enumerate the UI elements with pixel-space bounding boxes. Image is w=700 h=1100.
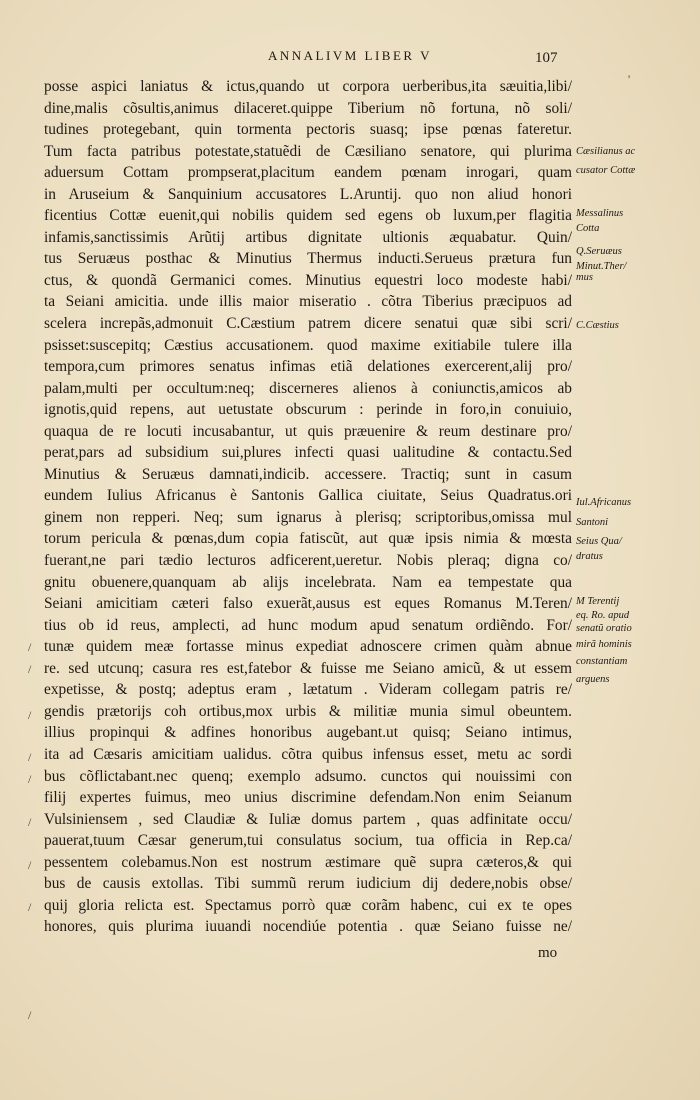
text-line: ita ad Cæsaris amicitiam ualidus. cõtra quibus infensus esset, metu ac sordi — [44, 745, 572, 763]
text-line: in Aruseium & Sanquinium accusatores L.Aruntij. quo non aliud honori — [44, 185, 572, 203]
margin-caesilianus: Cæsilianus ac cusator Cottæ — [576, 146, 636, 176]
text-line: pessentem colebamus.Non est nostrum æstimare quẽ supra cæteros,& qui — [44, 853, 572, 871]
text-line: aduersum Cottam prompserat,placitum eandem pœnam inrogari, quam — [44, 164, 572, 182]
margin-terentius: M Terentij eq. Ro. apud senatũ oratio mirã hominis constantiam arguens — [576, 596, 632, 685]
margin-ink-mark: / — [28, 750, 32, 764]
margin-seruaeus: Q.Seruæus Minut.Ther/ mus — [576, 246, 627, 283]
margin-caestius: C.Cæstius — [576, 320, 619, 331]
text-line: tudines protegebant, quin tormenta pectoris suasq; ipse pœnas fateretur. — [44, 121, 572, 139]
margin-ink-mark: / — [28, 708, 32, 722]
text-line: honores, quis plurima iuuandi nocendiúe potentia . quæ Seiano fuisse ne/ — [44, 918, 572, 936]
text-line: ginem non repperi. Neq; sum ignarus à plerisq; scriptoribus,omissa mul — [44, 508, 572, 526]
running-head: ANNALIVM LIBER V — [268, 48, 432, 63]
text-line: fuerant,ne pari tædio lecturos adficerent,ueretur. Nobis pleraq; digna co/ — [44, 552, 572, 570]
text-line: Vulsiniensem , sed Claudiæ & Iuliæ domus partem , quas adfinitate occu/ — [44, 810, 572, 828]
margin-ink-mark: / — [28, 772, 32, 786]
margin-ink-mark: / — [28, 900, 32, 914]
text-line: psisset:suscepitq; Cæstius accusationem. quod maxime exitiabile tulere illa — [44, 336, 572, 354]
text-line: illius propinqui & adfines honoribus augebant.ut quisq; Seiano intimus, — [44, 724, 572, 742]
margin-messalinus: Messalinus Cotta — [576, 208, 624, 234]
text-line: bus cõflictabant.nec quenq; exemplo adsumo. cunctos qui nouissimi con — [44, 767, 572, 785]
text-line: quaqua de re locuti incusabantur, ut quis præuenire & reum destinare pro/ — [44, 422, 572, 440]
text-line: ignotis,quid repens, aut uetustate obscurum : perinde in foro,in conuiuio, — [44, 401, 572, 419]
text-line: Minutius & Seruæus damnati,indicib. accessere. Tractiq; sunt in casum — [44, 465, 572, 483]
margin-ink-mark: / — [28, 662, 32, 676]
margin-ink-mark: / — [28, 1008, 32, 1022]
margin-ink-mark: / — [28, 858, 32, 872]
text-line: scelera increpãs,admonuit C.Cæstium patrem dicere senatui quæ sibi scri/ — [44, 315, 572, 333]
catchword: mo — [538, 945, 558, 961]
text-line: ficentius Cottæ euenit,qui nobilis quidem sed egens ob luxum,per flagitia — [44, 207, 572, 225]
text-line: ctus, & quondã Germanici comes. Minutius equestri loco modeste habi/ — [44, 271, 572, 289]
text-line: Tum facta patribus potestate,statuẽdi de Cæsiliano senatore, qui plurima — [44, 142, 572, 160]
text-line: bus de causis extollas. Tibi summũ rerum iudicium dij dedere,nobis obse/ — [44, 875, 572, 893]
text-line: ta Seiani amicitia. unde illis maior miseratio . cõtra Tiberius præcipuos ad — [44, 293, 572, 311]
main-text-block — [44, 76, 572, 938]
text-line: tempora,cum primores senatus infimas etiã delationes exercerent,alij pro/ — [44, 358, 572, 376]
text-line: perat,pars ad subsidium sui,plures infecti quasi ualitudine & contactu.Sed — [44, 444, 572, 462]
text-line: tunæ quidem meæ fortasse minus expediat adnoscere crimen quàm abnue — [44, 638, 572, 656]
text-line: gnitu obuenere,quanquam ab alijs incelebrata. Nam ea tempestate qua — [44, 573, 572, 591]
margin-ink-mark: / — [28, 640, 32, 654]
text-line: tius ob id reus, amplecti, ad hunc modum apud senatum ordiẽndo. For/ — [44, 616, 572, 634]
text-line: pauerat,tuum Cæsar generum,tui consulatus socium, tua officia in Rep.ca/ — [44, 832, 572, 850]
text-line: gendis prætorijs coh ortibus,mox urbis & militiæ munia simul obeuntem. — [44, 702, 572, 720]
text-line: posse aspici laniatus & ictus,quando ut corpora uerberibus,ita sæuitia,libi/ — [44, 78, 572, 95]
text-line: palam,multi per occultum:neq; discerneres alienos à coniunctis,amicos ab — [44, 379, 572, 397]
page-number: 107 — [535, 50, 558, 66]
text-line: eundem Iulius Africanus è Santonis Gallica ciuitate, Seius Quadratus.ori — [44, 487, 572, 505]
text-line: filij expertes fuimus, meo unius discrimine defendam.Non enim Seianum — [44, 789, 572, 807]
text-line: torum pericula & pœnas,dum copia fatiscũt, aut quæ ipsis nimia & mœsta — [44, 530, 572, 548]
text-line: expetisse, & postq; adeptus eram , lætatum . Videram collegam patris re/ — [44, 681, 572, 699]
margin-africanus: Iul.Africanus Santoni Seius Qua/ dratus — [576, 497, 632, 562]
text-line: quij gloria relicta est. Spectamus porrò quæ corãm habenc, cui ex te opes — [44, 896, 572, 914]
text-line: re. sed utcunq; casura res est,fatebor & fuisse me Seiano amicũ, & ut essem — [44, 659, 572, 677]
margin-ink-mark: / — [28, 815, 32, 829]
text-line: infamis,sanctissimis Arũtij artibus dignitate ultionis æquabatur. Quin/ — [44, 228, 572, 246]
text-line: tus Seruæus posthac & Minutius Thermus inducti.Serueus prætura fun — [44, 250, 572, 268]
text-line: Seiani amicitiam cæteri falso exuerãt,ausus est eques Romanus M.Teren/ — [44, 595, 572, 613]
text-line: dine,malis cõsultis,animus dilaceret.quippe Tiberium nõ fortuna, nõ soli/ — [44, 99, 572, 117]
margin-ink-mark: ' — [628, 72, 631, 86]
